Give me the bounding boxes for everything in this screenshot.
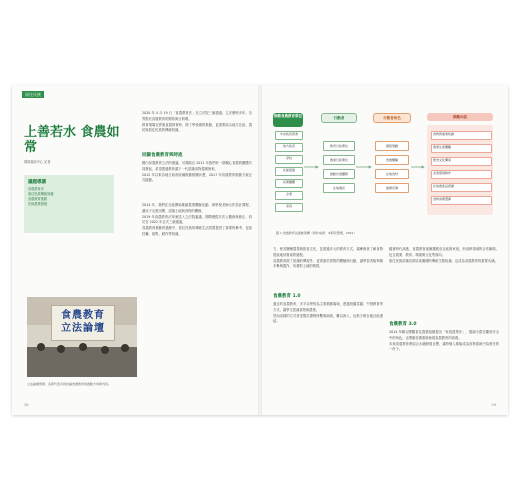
diagram-action-header: 行動者角色 (373, 113, 411, 123)
diagram-caption: 圖 1 食農教育法推動架構（資料來源：本研究整理，2021） (276, 231, 357, 235)
paragraph: 然而這樣的方式常受限於課程時數與師資，難以深入，也較少與在地社區連結。 (273, 313, 383, 324)
paragraph: 2020 年 4 月 19 日「食農教育法」在立法院三讀通過，立法歷時多年，各界對於食農教育的期待與日俱增。 (142, 111, 252, 121)
diagram-content-item: 農業生產體驗 (431, 144, 492, 153)
diagram-mid-item: 在地農民 (323, 183, 355, 193)
paragraph: 隨著時代演進，食農教育逐漸擴展至社區與家庭，形成跨領域的合作網絡，包含農業、教育、環境與文化等面向。 (389, 247, 499, 257)
paragraph: 2012 年以來各地方政府陸續推動相關計畫，2017 年食農教育推動方案正式啟動。 (142, 172, 252, 183)
paragraph: 教育現場在實施食農教育時，除了學校端的推動，更需要結合地方社區、農民與原住民族的傳統知識。 (142, 122, 252, 133)
diagram-mid-header: 行動者 (321, 113, 357, 123)
diagram-content-item: 食物消費選擇 (431, 196, 492, 205)
page-number: 28 (24, 403, 29, 407)
sidebar-item: 食農教育推動 (28, 197, 48, 201)
section-heading: 食農教育 3.0 (389, 322, 417, 327)
diagram-action-item: 推廣宣導 (375, 183, 409, 193)
banner-text: 食農教育 立法論壇 (61, 310, 105, 334)
forum-photo (27, 297, 137, 377)
diagram-left-item: 社區組織 (275, 167, 303, 176)
diagram-action-item: 在地食材 (375, 169, 409, 179)
paragraph: 過去的食農教育，多半以學校為主要推動場域，透過校園菜園、午餐教育等方式，讓學生認識食物與農業。 (273, 302, 383, 312)
paragraph: 食農教育除了知識的傳授外，更著重於實際的體驗與行動，讓學習者能夠親手參與農作，培養對土地的情感。 (273, 258, 383, 269)
book-spread (12, 85, 508, 415)
diagram-action-item: 食農體驗 (375, 155, 409, 165)
audience (27, 347, 137, 377)
attendee-head (37, 343, 45, 351)
diagram-content-header: 推動內容 (427, 113, 493, 121)
section-tag: 原住民族 (22, 91, 44, 98)
paragraph: 未來食農教育將結合永續發展目標，讓每個人都能成為食物系統中負責任的一份子。 (389, 341, 499, 352)
paragraph: 原住民族部落長期以來累積的傳統生態知識，也成為食農教育的重要內涵。 (389, 258, 498, 263)
diagram-left-item: 地方政府 (275, 143, 303, 152)
sidebar-item: 原住民族傳統知識 (28, 192, 54, 196)
paragraph: 食農教育推動的過程中，原住民族的傳統生活智慧提供了重要的參考，包括狩獵、採集、耕作等知識。 (142, 226, 252, 236)
right-column2-more (389, 330, 499, 392)
left-column2-text (142, 203, 252, 283)
diagram-left-item: 學校 (275, 155, 303, 164)
left-page (12, 85, 259, 415)
left-column1-more (142, 161, 252, 197)
diagram-left-item: 家庭 (275, 203, 303, 212)
diagram-action-item: 課程規劃 (375, 141, 409, 151)
attendee-head (57, 345, 65, 353)
diagram-content-item: 食物與農業知識 (431, 131, 492, 140)
diagram-content-item: 友善環境耕作 (431, 170, 492, 179)
diagram-left-header: 推動食農教育單位 (273, 113, 303, 127)
right-column1-more (273, 302, 383, 392)
diagram-mid-item: 農業行政單位 (323, 155, 355, 165)
paragraph: 國內食農教育立法的倡議，可溯源自 2011 年我們有一群關心食農的團體共同發起，希望透過教育讓下一代認識食物從哪裡來。 (142, 161, 252, 171)
section-heading: 回顧食農教育與時進 (142, 153, 183, 158)
diagram-content-item: 在地農產品認識 (431, 183, 492, 192)
diagram-mid-item: 教育行政單位 (323, 141, 355, 151)
diagram-left-item: 民間團體 (275, 179, 303, 188)
paragraph: 2014 年，我們在社區開始推動農業體驗活動，與學校老師合作設計課程，讓孩子走進田間，認識土地與食物的關係。 (142, 203, 252, 213)
attendee-head (79, 343, 87, 351)
topic-sidebar (24, 175, 114, 233)
section-heading: 食農教育 1.0 (273, 294, 301, 299)
diagram-mid-item: 推動計畫團隊 (323, 169, 355, 179)
left-column1-text (142, 111, 252, 149)
article-title: 上善若水 食農如常 (24, 125, 120, 155)
right-column1-text (273, 247, 383, 289)
photo-caption: 立法論壇現場，各界代表共同討論食農教育的推動方向與內容。 (27, 382, 112, 386)
paragraph: 力、使其關懷農業與飲食文化，並透過多元的教育方式，讓參與者了解食物從產地到餐桌的過程。 (273, 247, 383, 257)
article-byline: 環境資訊中心 記者 (24, 160, 51, 164)
sidebar-item: 在地農業發展 (28, 202, 48, 206)
right-page (261, 85, 508, 415)
attendee-head (121, 344, 129, 352)
right-column2-text (389, 247, 499, 317)
promotion-diagram (271, 107, 496, 225)
diagram-content-item: 飲食文化傳承 (431, 157, 492, 166)
sidebar-heading: 議題導讀 (28, 180, 46, 185)
paragraph: 2014 年聯合國糧食及農業組織提出「家庭農業年」，強調小農在糧食安全中的角色，也帶動各國重新檢視食農教育的意義。 (389, 330, 499, 340)
diagram-left-item: 中央政府部會 (275, 131, 303, 140)
diagram-left-item: 企業 (275, 191, 303, 200)
forum-banner (51, 305, 115, 341)
paragraph: 2019 年食農教育法草案送入立法院審議，期間歷經多次公聽會與修正，終於在 2022 年正式三讀通過。 (142, 214, 252, 225)
page-number: 29 (491, 403, 496, 407)
attendee-head (101, 346, 109, 354)
sidebar-list (28, 187, 54, 207)
sidebar-item: 食農教育法 (28, 187, 44, 191)
